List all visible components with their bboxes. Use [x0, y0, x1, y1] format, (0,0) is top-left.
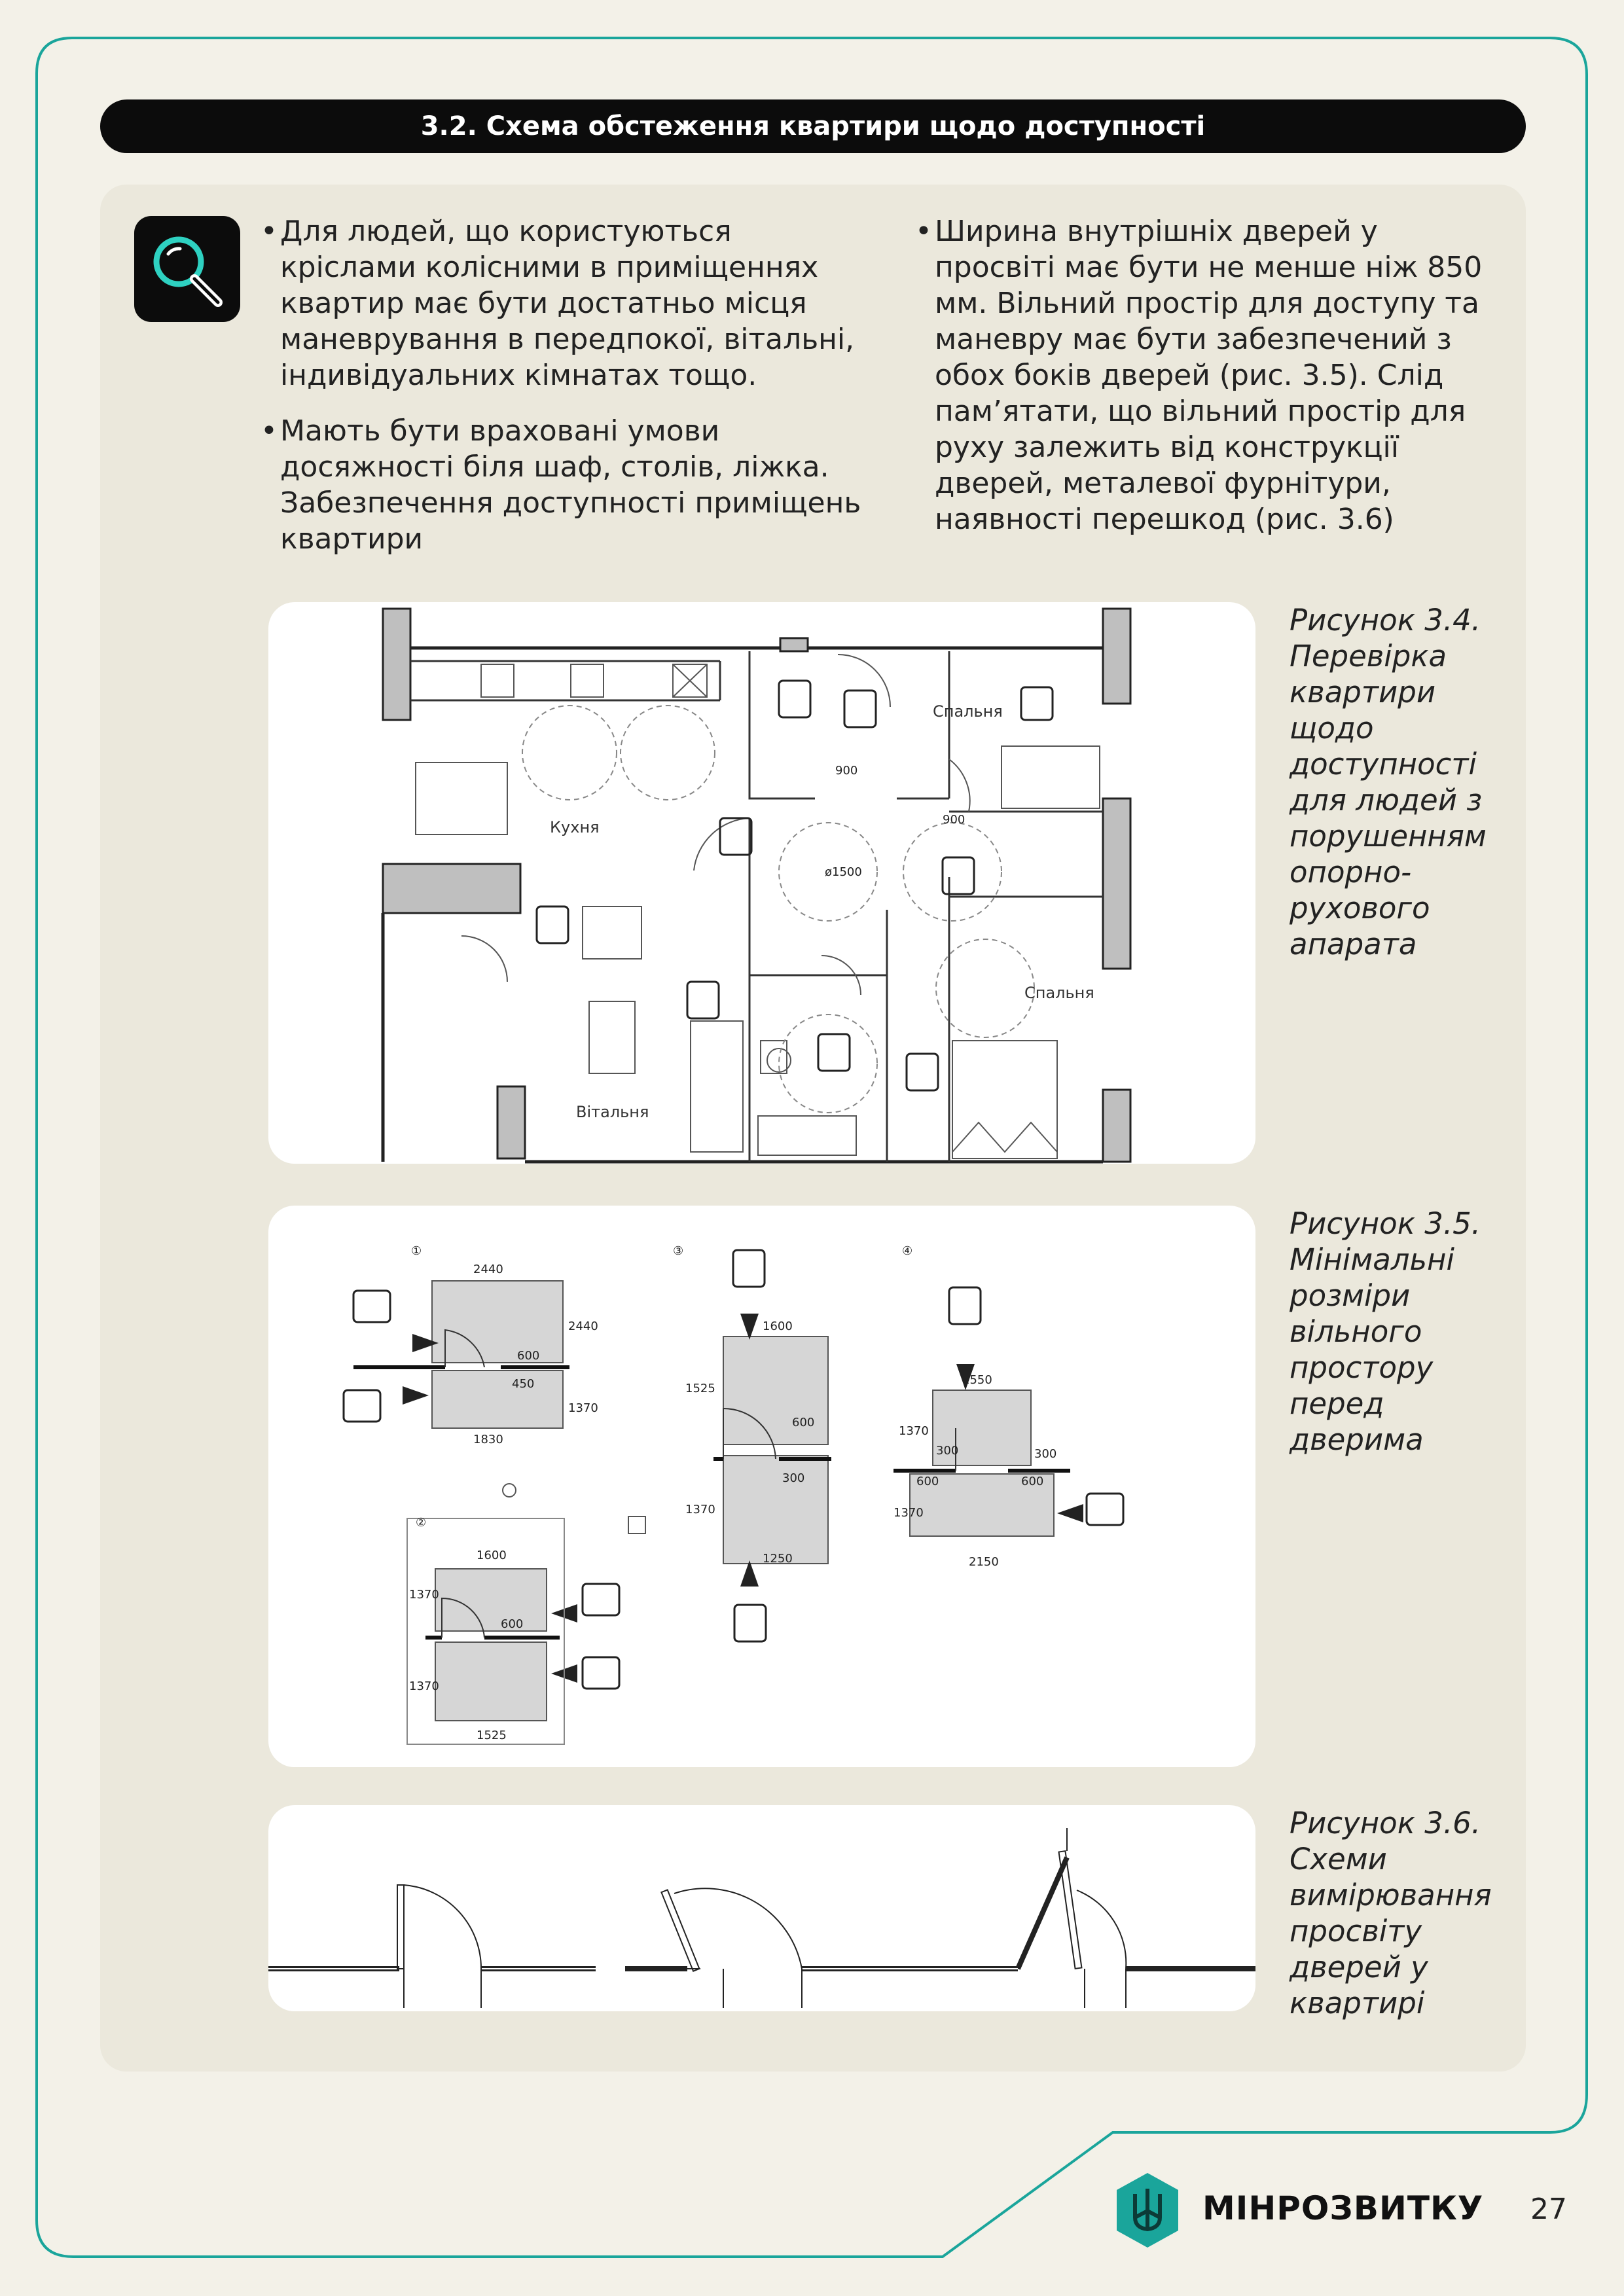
wheelchair-user-icon [537, 681, 1053, 1090]
dimension-label: 1370 [685, 1503, 715, 1516]
room-label-living: Вітальня [576, 1103, 649, 1121]
room-label-bedroom-top: Спальня [933, 702, 1003, 721]
room-label-kitchen: Кухня [550, 818, 600, 836]
dimension-label: 600 [1021, 1475, 1044, 1488]
dimension-label: 1370 [893, 1506, 924, 1520]
dimension-label: 300 [936, 1444, 959, 1458]
dimension-label: 1525 [477, 1729, 507, 1742]
figure-3-4-caption: Рисунок 3.4. Перевірка квартири щодо доступності для людей з порушенням опорно-рухового апарата [1290, 603, 1487, 961]
dimension-label: 2440 [473, 1263, 503, 1276]
search-icon [134, 216, 240, 322]
figure-3-6-door-opening-schemes [268, 1805, 1255, 2011]
dimension-label: ø1500 [825, 865, 862, 879]
left-bullet-list [261, 213, 863, 577]
figure-3-6-caption: Рисунок 3.6. Схеми вимірювання просвіту дверей у квартирі [1290, 1806, 1492, 2020]
page-number: 27 [1530, 2193, 1567, 2226]
dimension-label: 2150 [969, 1555, 999, 1569]
dimension-label: 1370 [409, 1588, 439, 1602]
dimension-label: 1370 [568, 1401, 598, 1415]
dimension-label: 300 [782, 1471, 805, 1485]
dimension-label: 1525 [685, 1382, 715, 1395]
dimension-label: 1550 [962, 1373, 992, 1387]
bullet-item: • Мають бути враховані умови досяжності біля шаф, столів, ліжка. Забезпечення доступності приміщень квартири [261, 413, 863, 557]
scheme-number: ② [416, 1516, 427, 1530]
bullet-item: • Ширина внутрішніх дверей у просвіті має бути не менше ніж 850 мм. Вільний простір для доступу та маневру має бути забезпечений з обох боків дверей (рис. 3.5). Слід пам’ятати, що вільний простір для руху залежить від конструкції дверей, металевої фурнітури, наявності перешкод (рис. 3.6) [915, 213, 1491, 537]
scheme-number: ③ [673, 1244, 684, 1258]
door-opening-drawing [268, 1805, 1255, 2011]
figure-3-4-floor-plan [268, 602, 1255, 1164]
dimension-label: 300 [1034, 1447, 1057, 1461]
dimension-label: 600 [916, 1475, 939, 1488]
dimension-label: 1830 [473, 1433, 503, 1446]
section-title: 3.2. Схема обстеження квартири щодо доступності [420, 111, 1206, 141]
trident-logo-icon [1113, 2172, 1182, 2249]
room-label-bedroom-bottom: Спальня [1024, 984, 1094, 1002]
dimension-label: 2440 [568, 1319, 598, 1333]
bullet-item: • Для людей, що користуються кріслами колісними в приміщеннях квартир має бути достатньо місця маневрування в передпокої, вітальні, індивідуальних кімнатах тощо. [261, 213, 863, 393]
dimension-label: 1370 [899, 1424, 929, 1438]
right-bullet-list [915, 213, 1491, 557]
dimension-label: 1250 [763, 1552, 793, 1566]
dimension-label: 600 [501, 1617, 524, 1631]
floor-plan-drawing [268, 602, 1255, 1164]
dimension-label: 900 [835, 764, 858, 778]
dimension-label: 1370 [409, 1679, 439, 1693]
section-title-bar [100, 99, 1526, 153]
figure-3-5-caption: Рисунок 3.5. Мінімальні розміри вільного простору перед дверима [1290, 1206, 1481, 1457]
scheme-number: ① [411, 1244, 422, 1258]
door-clearance-drawing [268, 1206, 1255, 1767]
dimension-label: 900 [943, 813, 965, 827]
dimension-label: 450 [512, 1377, 535, 1391]
scheme-number: ④ [902, 1244, 913, 1258]
search-tile [134, 216, 240, 322]
dimension-label: 600 [517, 1349, 540, 1363]
dimension-label: 600 [792, 1416, 815, 1429]
dimension-label: 1600 [763, 1319, 793, 1333]
figure-3-5-door-clearances [268, 1206, 1255, 1767]
dimension-label: 1600 [477, 1549, 507, 1562]
brand-name: МІНРОЗВИТКУ [1202, 2189, 1484, 2227]
